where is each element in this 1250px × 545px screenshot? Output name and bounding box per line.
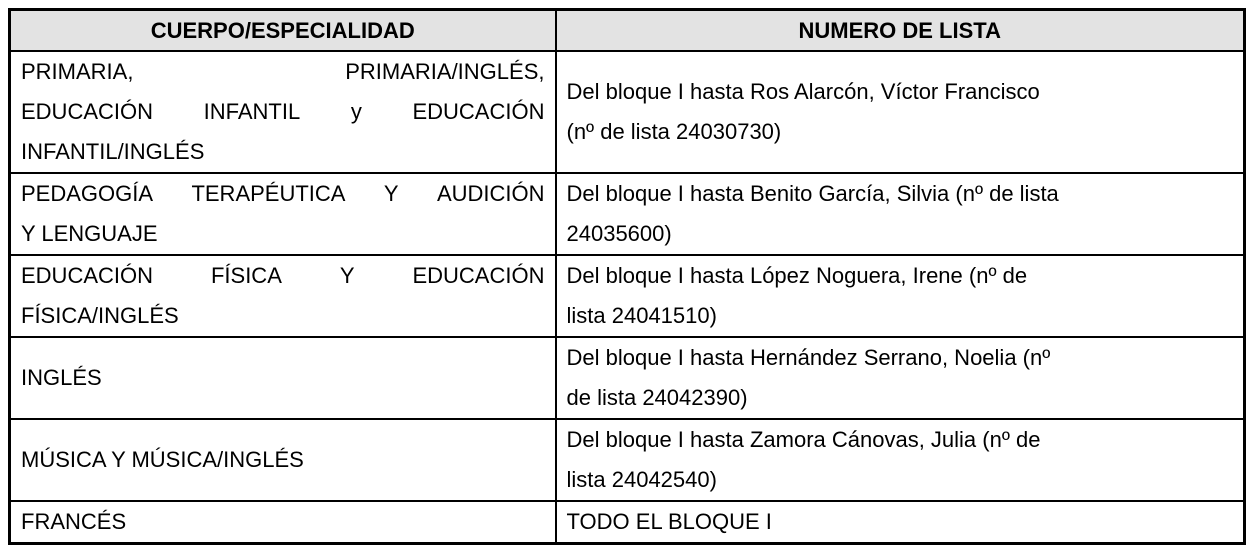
- text-line: EDUCACIÓN FÍSICA Y EDUCACIÓN: [21, 263, 545, 288]
- text-line: Del bloque I hasta Ros Alarcón, Víctor Francisco: [566, 79, 1040, 104]
- cell-numero-de-lista: [556, 419, 1245, 501]
- text-line: FÍSICA/INGLÉS: [21, 303, 179, 328]
- text-line: INFANTIL/INGLÉS: [21, 139, 205, 164]
- text-line: lista 24042540): [566, 467, 717, 492]
- cell-numero-de-lista: [556, 337, 1245, 419]
- text-line: (nº de lista 24030730): [566, 119, 782, 144]
- text-line: Del bloque I hasta López Noguera, Irene (nº de: [566, 263, 1028, 288]
- text-line: Del bloque I hasta Benito García, Silvia (nº de lista: [566, 181, 1059, 206]
- cell-especialidad: [10, 173, 556, 255]
- text-line: PRIMARIA, PRIMARIA/INGLÉS,: [21, 59, 545, 84]
- table-row: [10, 501, 1245, 544]
- document-page: [8, 8, 1246, 545]
- text-line: FRANCÉS: [21, 509, 127, 534]
- text-line: EDUCACIÓN INFANTIL y EDUCACIÓN: [21, 99, 545, 124]
- table-row: [10, 255, 1245, 337]
- text-line: INGLÉS: [21, 365, 102, 390]
- cell-numero-de-lista: [556, 255, 1245, 337]
- text-line: Y LENGUAJE: [21, 221, 158, 246]
- text-line: 24035600): [566, 221, 672, 246]
- text-line: lista 24041510): [566, 303, 717, 328]
- table-row: [10, 419, 1245, 501]
- cell-especialidad: [10, 337, 556, 419]
- column-header-numero-de-lista: NUMERO DE LISTA: [556, 10, 1245, 52]
- table-row: [10, 173, 1245, 255]
- text-line: TODO EL BLOQUE I: [566, 509, 772, 534]
- cell-especialidad: [10, 255, 556, 337]
- cell-especialidad: [10, 51, 556, 173]
- cell-numero-de-lista: [556, 51, 1245, 173]
- cuerpo-lista-table: [8, 8, 1246, 545]
- table-row: [10, 51, 1245, 173]
- cell-numero-de-lista: [556, 173, 1245, 255]
- text-line: Del bloque I hasta Zamora Cánovas, Julia (nº de: [566, 427, 1041, 452]
- text-line: PEDAGOGÍA TERAPÉUTICA Y AUDICIÓN: [21, 181, 545, 206]
- text-line: de lista 24042390): [566, 385, 748, 410]
- cell-especialidad: [10, 501, 556, 544]
- cell-especialidad: [10, 419, 556, 501]
- cell-numero-de-lista: [556, 501, 1245, 544]
- table-header-row: [10, 10, 1245, 52]
- text-line: MÚSICA Y MÚSICA/INGLÉS: [21, 447, 304, 472]
- column-header-cuerpo-especialidad: CUERPO/ESPECIALIDAD: [10, 10, 556, 52]
- table-row: [10, 337, 1245, 419]
- text-line: Del bloque I hasta Hernández Serrano, Noelia (nº: [566, 345, 1051, 370]
